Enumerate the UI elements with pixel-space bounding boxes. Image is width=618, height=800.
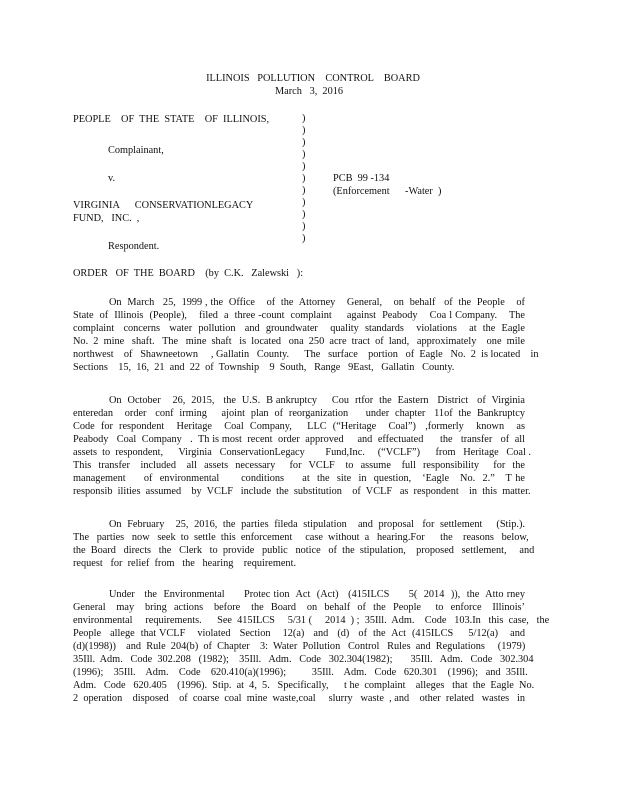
case-caption: [0, 113, 618, 253]
caption-paren: ): [302, 197, 306, 208]
paragraph-line: Sections 15, 16, 21 and 22 of Township 9 South, Range 9East, Gallatin County.: [73, 362, 455, 373]
caption-paren: ): [302, 185, 306, 196]
paragraph-line: responsib ilities assumed by VCLF include the substitution of VCLF as respondent in this matter.: [73, 486, 531, 497]
caption-paren: ): [302, 137, 306, 148]
order-date: March 3, 2016: [274, 86, 344, 97]
paragraph-line: Code for respondent Heritage Coal Company, LLC (“Heritage Coal”) ,formerly known as: [73, 421, 525, 432]
caption-paren: ): [302, 209, 306, 220]
board-title: ILLINOIS POLLUTION CONTROL BOARD: [206, 73, 420, 84]
caption-paren: ): [302, 161, 306, 172]
document-header: [0, 72, 618, 98]
respondent-label: Respondent.: [108, 241, 160, 252]
paragraph-line: No. 2 mine shaft. The mine shaft is located ona 250 acre tract of land, approximately one mile: [73, 336, 525, 347]
paragraph-line: management of environmental conditions at the site in question, ‘Eagle No. 2.” T he: [73, 473, 525, 484]
paragraph-line: Peabody Coal Company . Th is most recent order approved and effectuated the transfer of all: [73, 434, 525, 445]
paragraph-1: [73, 296, 539, 374]
complainant-label: Complainant,: [108, 145, 164, 156]
paragraph-line: complaint concerns water pollution and groundwater quality standards violations at the Eagle: [73, 323, 525, 334]
caption-paren: ): [302, 113, 306, 124]
complainant-name: PEOPLE OF THE STATE OF ILLINOIS,: [73, 114, 270, 125]
caption-paren: ): [302, 221, 306, 232]
caption-paren: ): [302, 125, 306, 136]
paragraph-4: [73, 588, 550, 705]
paragraph-3: [73, 518, 535, 570]
paragraph-line: the Board directs the Clerk to provide public notice of the stipulation, proposed settlement, and: [73, 545, 535, 556]
paragraph-line: environmental requirements. See 415ILCS 5/31 ( 2014 ) ; 35Ill. Adm. Code 103.In this case, the: [73, 615, 550, 626]
paragraph-line: 35Ill. Adm. Code 302.208 (1982); 35Ill. Adm. Code 302.304(1982); 35Ill. Adm. Code 302.304: [73, 654, 534, 665]
paragraph-line: (1996); 35Ill. Adm. Code 620.410(a)(1996); 35Ill. Adm. Code 620.301 (1996); and 35Ill.: [73, 667, 528, 678]
paragraph-line: (d)(1998)) and Rule 204(b) of Chapter 3: Water Pollution Control Rules and Regulations (1979): [73, 641, 526, 652]
paragraph-line: State of Illinois (People), filed a three -count complaint against Peabody Coa l Company. The: [73, 310, 525, 321]
caption-parentheses: [302, 113, 312, 245]
respondent-name-line1: VIRGINIA CONSERVATIONLEGACY: [73, 200, 254, 211]
paragraph-line: General may bring actions before the Board on behalf of the People to enforce Illinois’: [73, 602, 525, 613]
versus-label: v.: [108, 173, 116, 184]
caption-paren: ): [302, 233, 306, 244]
paragraph-2: [73, 394, 531, 498]
paragraph-line: People allege that VCLF violated Section 12(a) and (d) of the Act (415ILCS 5/12(a) and: [73, 628, 525, 639]
order-author-line: ORDER OF THE BOARD (by C.K. Zalewski ):: [73, 268, 304, 279]
caption-paren: ): [302, 173, 306, 184]
paragraph-line: On October 26, 2015, the U.S. B ankruptcy Cou rtfor the Eastern District of Virginia: [109, 395, 525, 406]
caption-paren: ): [302, 149, 306, 160]
paragraph-line: This transfer included all assets necessary for VCLF to assume full responsibility for the: [73, 460, 525, 471]
respondent-name-line2: FUND, INC. ,: [73, 213, 140, 224]
paragraph-line: The parties now seek to settle this enforcement case without a hearing.For the reasons below,: [73, 532, 529, 543]
paragraph-line: On March 25, 1999 , the Office of the Attorney General, on behalf of the People of: [109, 297, 525, 308]
case-number: PCB 99 -134: [333, 173, 390, 184]
paragraph-line: Adm. Code 620.405 (1996). Stip. at 4, 5. Specifically, t he complaint alleges that the Eagle No.: [73, 680, 535, 691]
paragraph-line: request for relief from the hearing requirement.: [73, 558, 297, 569]
paragraph-line: northwest of Shawneetown , Gallatin County. The surface portion of Eagle No. 2 is located in: [73, 349, 539, 360]
paragraph-line: 2 operation disposed of coarse coal mine waste,coal slurry waste , and other related wastes in: [73, 693, 525, 704]
paragraph-line: assets to respondent, Virginia ConservationLegacy Fund,Inc. (“VCLF”) from Heritage Coal .: [73, 447, 531, 458]
paragraph-line: enteredan order conf irming ajoint plan of reorganization under chapter 11of the Bankruptcy: [73, 408, 525, 419]
paragraph-line: Under the Environmental Protec tion Act (Act) (415ILCS 5( 2014 )), the Atto rney: [109, 589, 525, 600]
case-type: (Enforcement -Water ): [333, 186, 442, 197]
paragraph-line: On February 25, 2016, the parties fileda stipulation and proposal for settlement (Stip.).: [109, 519, 525, 530]
